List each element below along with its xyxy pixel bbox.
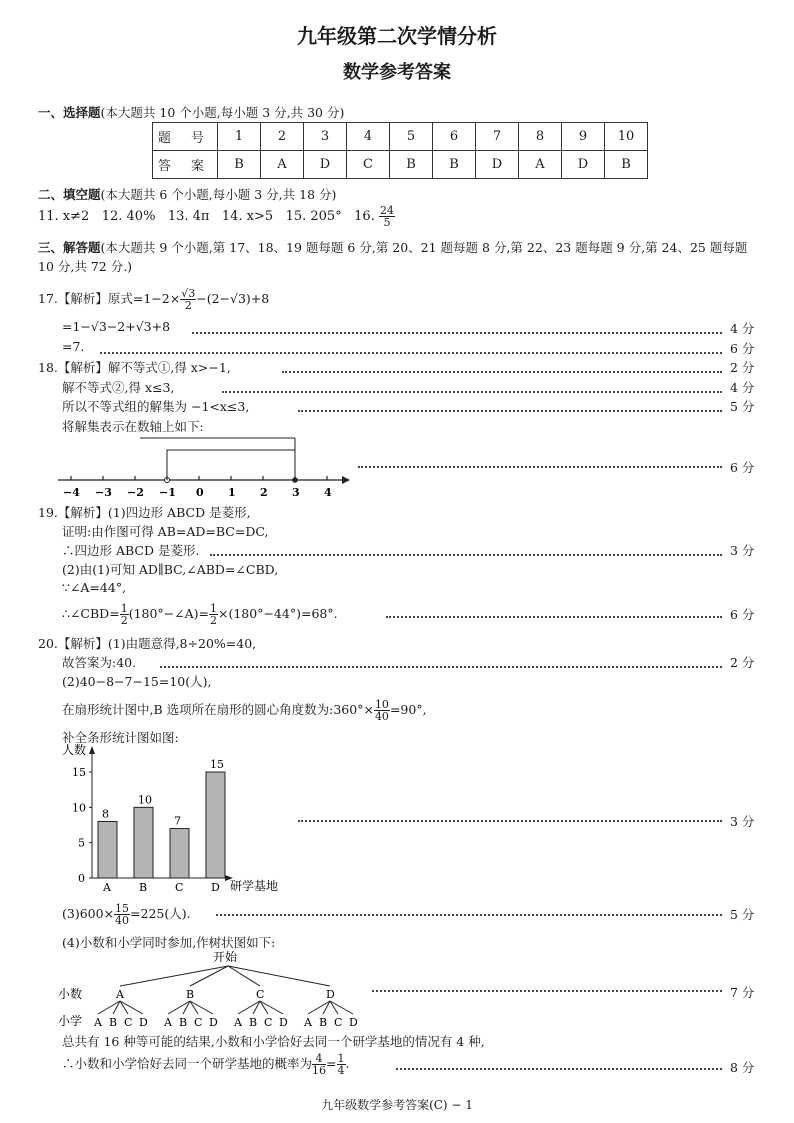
tree-row-label: 小学 bbox=[58, 1014, 83, 1028]
q18-line-1: 18.【解析】解不等式①,得 x>−1, bbox=[38, 360, 231, 375]
tree-node: A bbox=[116, 988, 124, 1001]
bar-value-label: 8 bbox=[102, 807, 109, 821]
question-number-cell: 10 bbox=[605, 123, 648, 151]
bar bbox=[170, 829, 189, 878]
number-line bbox=[50, 428, 360, 502]
answer-cell: D bbox=[304, 151, 347, 179]
dot-leader bbox=[222, 391, 722, 393]
fraction: $\frac{4}{16}$ bbox=[312, 1052, 327, 1077]
lower-bound-bracket bbox=[167, 450, 295, 480]
q18-line-2: 解不等式②,得 x≤3, bbox=[62, 380, 175, 395]
tree-leaf: A bbox=[164, 1016, 172, 1029]
q20-line-3: (2)40−8−7−15=10(人), bbox=[62, 674, 212, 689]
tree-leaf: C bbox=[264, 1016, 273, 1029]
fraction: $\frac{1}{2}$ bbox=[120, 602, 128, 627]
score: 5 分 bbox=[730, 907, 755, 922]
dot-leader bbox=[100, 352, 722, 354]
tree-leaf: B bbox=[109, 1016, 118, 1029]
dot-leader bbox=[358, 466, 722, 468]
dot-leader bbox=[396, 1068, 722, 1070]
answer-cell: B bbox=[605, 151, 648, 179]
page-subtitle: 数学参考答案 bbox=[343, 62, 451, 83]
tick-label: 3 bbox=[292, 486, 300, 499]
y-tick-label: 0 bbox=[78, 872, 85, 885]
arrow-icon bbox=[342, 476, 350, 484]
score: 7 分 bbox=[730, 985, 755, 1000]
q20-line-4: 在扇形统计图中,B 选项所在扇形的圆心角度数为:360°× $\frac{10}{40}$ =90°, bbox=[62, 698, 427, 723]
answer-cell: C bbox=[347, 151, 390, 179]
arrow-icon bbox=[89, 746, 95, 754]
fill-answer: 16. bbox=[354, 209, 375, 224]
tree-leaf: A bbox=[234, 1016, 242, 1029]
tree-leaf: D bbox=[349, 1016, 358, 1029]
score: 4 分 bbox=[730, 380, 755, 395]
bar-value-label: 10 bbox=[138, 793, 152, 807]
tree-diagram bbox=[58, 948, 388, 1032]
bar bbox=[98, 821, 117, 878]
tick-label: −1 bbox=[159, 486, 176, 499]
fill-answer: 11. x≠2 bbox=[38, 209, 90, 224]
bar bbox=[134, 807, 153, 878]
q19-line-3: ∴四边形 ABCD 是菱形. bbox=[62, 543, 200, 558]
row-label: 题 号 bbox=[153, 123, 218, 151]
tree-leaf: B bbox=[179, 1016, 188, 1029]
q20-line-6: (3)600× $\frac{15}{40}$ =225(人). bbox=[62, 902, 191, 927]
x-tick-label: B bbox=[139, 881, 148, 894]
tree-node: B bbox=[186, 988, 195, 1001]
bar bbox=[206, 772, 225, 878]
row-label: 答 案 bbox=[153, 151, 218, 179]
score: 6 分 bbox=[730, 341, 755, 356]
score: 6 分 bbox=[730, 460, 755, 475]
x-tick-label: A bbox=[103, 881, 111, 894]
q19-line-4: (2)由(1)可知 AD∥BC,∠ABD=∠CBD, bbox=[62, 562, 279, 577]
fill-in-answers bbox=[38, 205, 395, 228]
tick-label: −2 bbox=[127, 486, 144, 499]
tree-node: D bbox=[326, 988, 335, 1001]
answer-cell: D bbox=[476, 151, 519, 179]
fraction: $\frac{15}{40}$ bbox=[115, 902, 130, 927]
q20-line-2: 故答案为:40. bbox=[62, 655, 137, 670]
bar-value-label: 7 bbox=[174, 814, 181, 828]
answer-cell: A bbox=[261, 151, 304, 179]
tree-leaf: D bbox=[279, 1016, 288, 1029]
question-number-cell: 3 bbox=[304, 123, 347, 151]
question-number-cell: 9 bbox=[562, 123, 605, 151]
tree-branch bbox=[120, 966, 228, 986]
tree-leaf: C bbox=[334, 1016, 343, 1029]
tick-label: −4 bbox=[63, 486, 80, 499]
fill-answer: 12. 40% bbox=[101, 209, 156, 224]
tree-leaf: A bbox=[94, 1016, 102, 1029]
score: 4 分 bbox=[730, 321, 755, 336]
tree-leaf: A bbox=[304, 1016, 312, 1029]
answer-table bbox=[152, 122, 648, 179]
section-3-heading: 三、解答题(本大题共 9 个小题,第 17、18、19 题每题 6 分,第 20、21 题每题 8 分,第 22、23 题每题 9 分,第 24、25 题每题 bbox=[38, 240, 748, 255]
y-tick-label: 5 bbox=[78, 836, 85, 850]
q19-line-5: ∵∠A=44°, bbox=[62, 580, 127, 595]
tree-leaf: D bbox=[209, 1016, 218, 1029]
question-number-cell: 6 bbox=[433, 123, 476, 151]
tree-row-label: 小数 bbox=[58, 987, 83, 1001]
dot-leader bbox=[372, 990, 722, 992]
question-number-cell: 5 bbox=[390, 123, 433, 151]
page-footer: 九年级数学参考答案(C) − 1 bbox=[321, 1098, 473, 1112]
question-number-cell: 4 bbox=[347, 123, 390, 151]
score: 3 分 bbox=[730, 543, 755, 558]
question-number-cell: 2 bbox=[261, 123, 304, 151]
answer-cell: B bbox=[433, 151, 476, 179]
score: 2 分 bbox=[730, 360, 755, 375]
q17-line-3: =7. bbox=[62, 339, 85, 354]
page-title: 九年级第二次学情分析 bbox=[297, 24, 497, 48]
fill-answer: 13. 4π bbox=[167, 209, 210, 224]
bar-chart bbox=[60, 742, 310, 894]
tree-branch bbox=[190, 966, 228, 986]
dot-leader bbox=[210, 554, 722, 556]
section-2-heading: 二、填空题(本大题共 6 个小题,每小题 3 分,共 18 分) bbox=[38, 187, 337, 202]
y-tick-label: 10 bbox=[72, 801, 86, 815]
q20-line-5: 补全条形统计图如图: bbox=[62, 730, 179, 745]
tick-label: 4 bbox=[324, 486, 332, 499]
q20-line-8: 总共有 16 种等可能的结果,小数和小学恰好去同一个研学基地的情况有 4 种, bbox=[62, 1034, 485, 1049]
answer-cell: A bbox=[519, 151, 562, 179]
dot-leader bbox=[298, 410, 722, 412]
question-number-cell: 7 bbox=[476, 123, 519, 151]
answer-cell: B bbox=[218, 151, 261, 179]
tree-leaf: C bbox=[124, 1016, 133, 1029]
fraction: $\frac{24}{5}$ bbox=[379, 204, 394, 229]
answer-cell: D bbox=[562, 151, 605, 179]
tree-leaf: D bbox=[139, 1016, 148, 1029]
dot-leader bbox=[160, 666, 722, 668]
q20-line-1: 20.【解析】(1)由题意得,8÷20%=40, bbox=[38, 636, 257, 651]
section-3-note: 10 分,共 72 分.) bbox=[38, 259, 133, 274]
answer-table-answer-row bbox=[153, 151, 648, 179]
fill-answer: 15. 205° bbox=[285, 209, 342, 224]
question-number-cell: 1 bbox=[218, 123, 261, 151]
dot-leader bbox=[298, 820, 722, 822]
bar-value-label: 15 bbox=[210, 758, 224, 771]
q17-line-1: 17.【解析】原式=1−2× $\frac{√3}{2}$ −(2−√3)+8 bbox=[38, 287, 270, 312]
section-1-heading: 一、选择题(本大题共 10 个小题,每小题 3 分,共 30 分) bbox=[38, 105, 345, 120]
tick-label: 0 bbox=[196, 486, 204, 499]
fill-answer: 14. x>5 bbox=[221, 209, 274, 224]
score: 3 分 bbox=[730, 814, 755, 829]
answer-table-number-row bbox=[153, 123, 648, 151]
score: 2 分 bbox=[730, 655, 755, 670]
q18-line-3: 所以不等式组的解集为 −1<x≤3, bbox=[62, 399, 250, 414]
tick-label: −3 bbox=[95, 486, 112, 499]
fraction: $\frac{√3}{2}$ bbox=[181, 287, 196, 312]
fraction: $\frac{1}{2}$ bbox=[210, 602, 217, 627]
q19-line-1: 19.【解析】(1)四边形 ABCD 是菱形, bbox=[38, 505, 251, 520]
q19-line-6: ∴∠CBD= $\frac{1}{2}$ (180°−∠A)= $\frac{1}{2}$ ×(180°−44°)=68°. bbox=[62, 602, 338, 627]
tree-node: C bbox=[256, 988, 265, 1001]
score: 5 分 bbox=[730, 399, 755, 414]
y-axis-label: 人数 bbox=[62, 743, 87, 757]
dot-leader bbox=[216, 914, 722, 916]
x-axis-label: 研学基地 bbox=[230, 879, 279, 893]
score: 6 分 bbox=[730, 607, 755, 622]
tree-leaf: B bbox=[249, 1016, 258, 1029]
answer-cell: B bbox=[390, 151, 433, 179]
x-tick-label: D bbox=[211, 881, 220, 894]
q18-line-4: 将解集表示在数轴上如下: bbox=[62, 419, 204, 434]
fraction: $\frac{10}{40}$ bbox=[374, 698, 389, 723]
q17-line-2: =1−√3−2+√3+8 bbox=[62, 319, 171, 334]
q19-line-2: 证明:由作图可得 AB=AD=BC=DC, bbox=[62, 524, 269, 539]
dot-leader bbox=[386, 616, 722, 618]
dot-leader bbox=[192, 332, 722, 334]
q20-line-9: ∴小数和小学恰好去同一个研学基地的概率为 $\frac{4}{16}$ = $\frac{1}{4}$ . bbox=[62, 1052, 350, 1077]
fraction: $\frac{1}{4}$ bbox=[337, 1052, 345, 1077]
tick-label: 1 bbox=[228, 486, 236, 499]
tick-label: 2 bbox=[260, 486, 268, 499]
tree-leaf: C bbox=[194, 1016, 203, 1029]
tree-leaf: B bbox=[319, 1016, 328, 1029]
tree-root-label: 开始 bbox=[213, 950, 238, 964]
q20-line-7: (4)小数和小学同时参加,作树状图如下: bbox=[62, 935, 276, 950]
score: 8 分 bbox=[730, 1060, 755, 1075]
question-number-cell: 8 bbox=[519, 123, 562, 151]
dot-leader bbox=[282, 371, 722, 373]
y-tick-label: 15 bbox=[72, 766, 86, 779]
x-tick-label: C bbox=[175, 881, 184, 894]
